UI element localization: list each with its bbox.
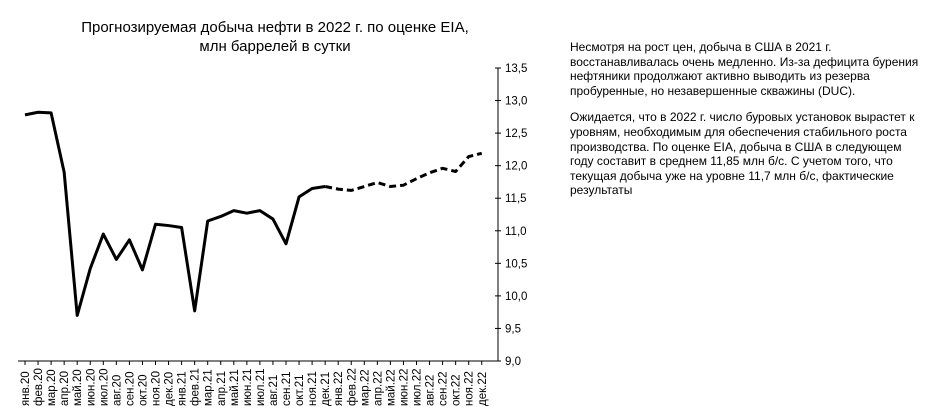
- x-tick-label: окт.21: [294, 374, 307, 406]
- x-tick-label: июн.22: [398, 368, 411, 406]
- actual-series-line: [25, 112, 325, 315]
- x-tick-label: мар.22: [359, 369, 372, 406]
- x-tick-label: июл.22: [411, 368, 424, 406]
- commentary-text: [570, 40, 920, 210]
- series-lines: [25, 112, 482, 315]
- x-tick-label: июл.21: [254, 368, 267, 406]
- chart-title-line-1: Прогнозируемая добыча нефти в 2022 г. по оценке EIA,: [81, 19, 469, 36]
- x-tick-label: дек.20: [163, 371, 176, 406]
- x-tick-label: май.21: [228, 369, 241, 406]
- x-tick-label: янв.20: [20, 371, 32, 406]
- y-tick-label: 10,0: [505, 290, 528, 303]
- x-tick-label: июн.21: [241, 368, 254, 406]
- forecast-series-line: [325, 153, 482, 190]
- x-tick-label: апр.21: [215, 370, 228, 406]
- x-tick-label: ноя.22: [463, 371, 476, 406]
- x-tick-label: май.20: [72, 369, 85, 406]
- x-tick-label: мар.21: [202, 369, 215, 406]
- x-tick-label: ноя.21: [307, 371, 320, 406]
- tick-labels: [20, 63, 527, 406]
- x-tick-label: авг.21: [267, 374, 280, 406]
- x-tick-label: фев.20: [33, 368, 46, 406]
- x-tick-label: окт.20: [137, 374, 150, 406]
- y-tick-label: 11,0: [505, 225, 527, 238]
- y-tick-label: 9,5: [505, 323, 521, 336]
- y-tick-label: 9,0: [505, 356, 521, 368]
- x-tick-label: авг.20: [111, 374, 124, 406]
- x-tick-label: июн.20: [85, 368, 98, 406]
- x-tick-label: фев.22: [346, 368, 359, 406]
- x-tick-label: мар.20: [46, 369, 59, 406]
- y-tick-label: 13,0: [505, 95, 528, 108]
- commentary-paragraph-1: Несмотря на рост цен, добыча в США в 2021 г. восстанавливалась очень медленно. Из-за дефицита бурения нефтяники продолжают активно выводить из резерва пробуренные, но незавершенные скважины (DUC).: [570, 40, 919, 98]
- x-tick-label: ноя.20: [150, 371, 163, 406]
- x-tick-label: сен.20: [124, 371, 137, 406]
- axes: [18, 68, 501, 365]
- y-tick-label: 11,5: [505, 193, 527, 206]
- x-tick-label: дек.22: [476, 371, 489, 406]
- y-tick-label: 12,5: [505, 128, 528, 141]
- x-tick-label: янв.22: [333, 371, 346, 406]
- x-tick-label: апр.20: [59, 370, 72, 406]
- x-tick-label: окт.22: [450, 374, 463, 406]
- x-tick-label: фев.21: [189, 368, 202, 406]
- x-tick-label: май.22: [385, 369, 398, 406]
- x-tick-label: апр.22: [372, 370, 385, 406]
- x-tick-label: авг.22: [424, 374, 437, 406]
- x-tick-label: янв.21: [176, 371, 189, 406]
- y-tick-label: 13,5: [505, 63, 528, 75]
- y-tick-label: 10,5: [505, 258, 528, 271]
- x-tick-label: сен.21: [281, 371, 293, 406]
- chart-title-line-2: млн баррелей в сутки: [199, 38, 351, 55]
- commentary-paragraph-2: Ожидается, что в 2022 г. число буровых установок вырастет к уровням, необходимым для обеспечения стабильного роста производства. По оценке EIA, добыча в США в следующем году составит в среднем 11,85 млн б/с. С учетом того, что текущая добыча уже на уровне 11,7 млн б/с, фактические результаты: [570, 110, 915, 198]
- y-tick-label: 12,0: [505, 160, 528, 173]
- x-tick-label: июл.20: [98, 368, 111, 406]
- x-tick-label: дек.21: [320, 371, 333, 406]
- x-tick-label: сен.22: [437, 371, 450, 406]
